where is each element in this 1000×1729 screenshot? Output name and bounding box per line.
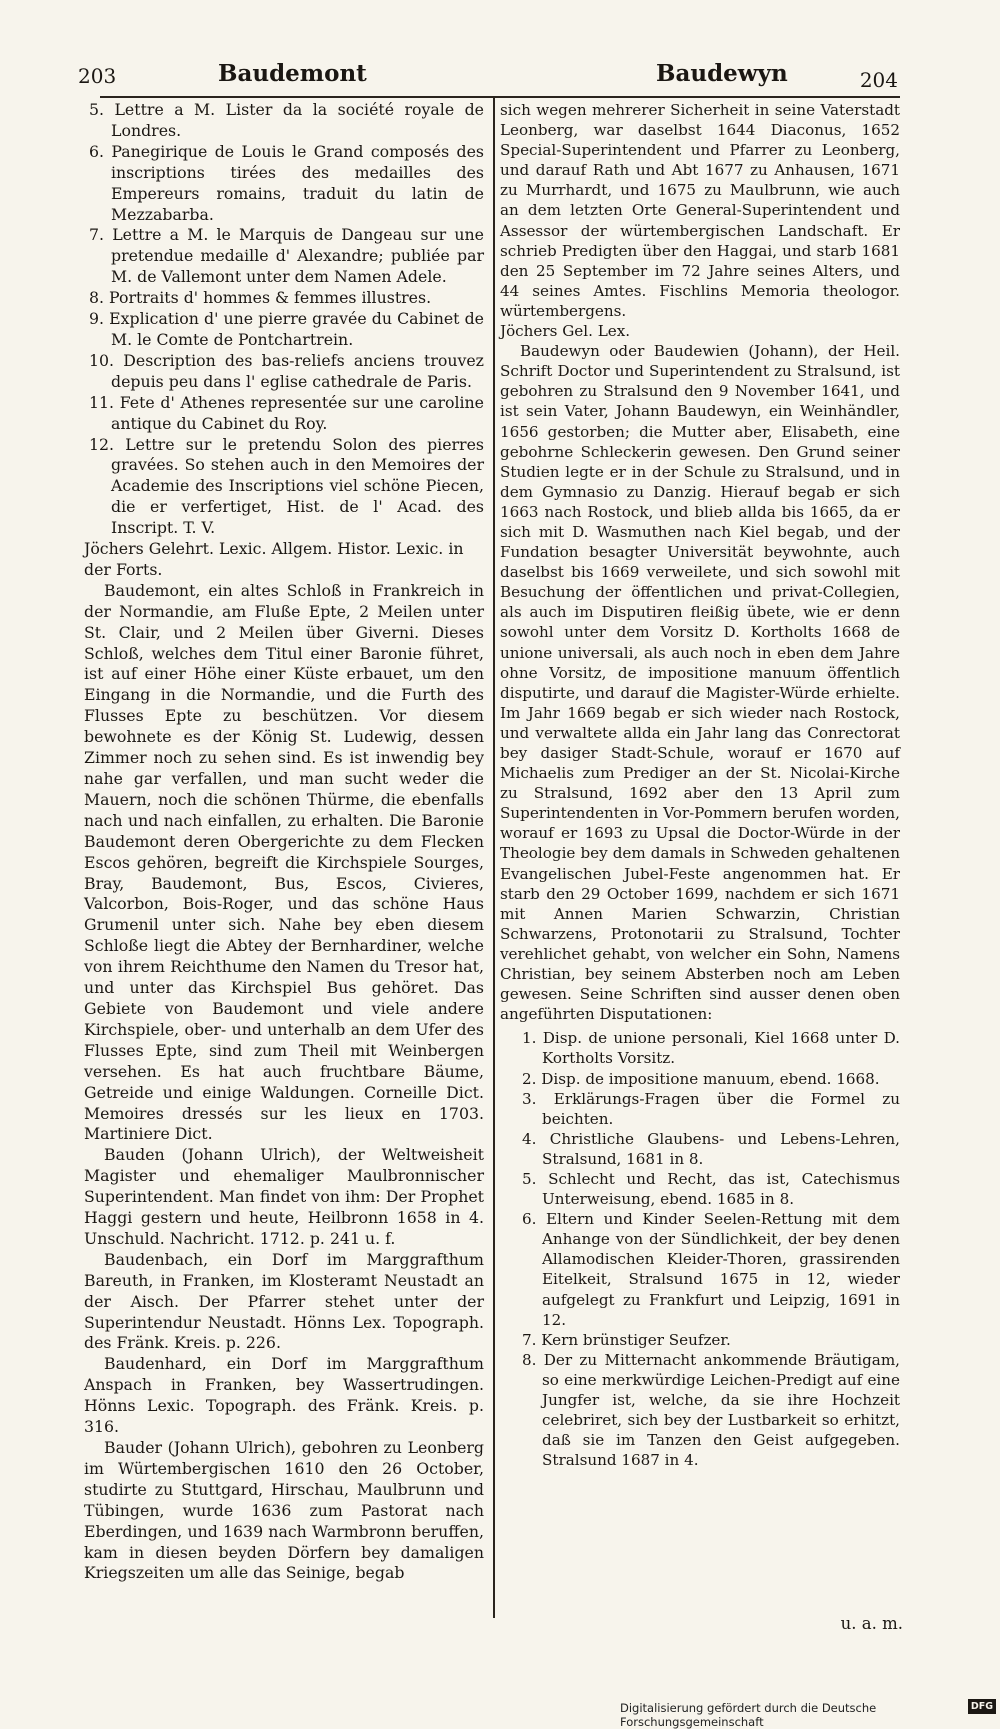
numbered-list-left: [84, 100, 484, 539]
list-item: 8. Der zu Mitternacht ankommende Bräutigam, so eine merkwürdige Leichen-Predigt auf eine Jungfer ist, welche, da sie ihre Hochzeit celebriret, sich bey der Lustbarkeit so erhitzt, daß sie im Tanzen den Geist aufgegeben. Stralsund 1687 in 4.: [522, 1350, 900, 1470]
entry-bauder: Bauder (Johann Ulrich), gebohren zu Leonberg im Würtembergischen 1610 den 26 October, studirte zu Stuttgard, Hirschau, Maulbrunn und Tübingen, wurde 1636 zum Pastorat nach Eberdingen, und 1639 nach Warmbronn beruffen, kam in diesen beyden Dörfern bey damaligen Kriegszeiten um alle das Seinige, begab: [84, 1438, 484, 1583]
list-item: 5. Lettre a M. Lister da la société royale de Londres.: [89, 100, 484, 140]
entry-bauder-continued: sich wegen mehrerer Sicherheit in seine Vaterstadt Leonberg, war daselbst 1644 Diaconus, 1652 Special-Superintendent und Pfarrer zu Leonberg, und darauf Rath und Abt 1677 zu Anhausen, 1671 zu Murrhardt, und 1675 zu Maulbrunn, wie auch an dem letzten Orte General-Superintendent und Assessor der würtembergischen Landschaft. Er schrieb Predigten über den Haggai, und starb 1681 den 25 September im 72 Jahre seines Alters, und 44 seines Amtes. Fischlins Memoria theologor. würtembergens.: [500, 101, 900, 320]
reference-line: Jöchers Gel. Lex.: [500, 322, 631, 341]
page-header: [78, 58, 898, 94]
entry-bauden: Bauden (Johann Ulrich), der Weltweisheit Magister und ehemaliger Maulbronnischer Superintendent. Man findet von ihm: Der Prophet Haggi gestern und heute, Heilbronn 1658 in 4. Unschuld. Nachricht. 1712. p. 241 u. f.: [84, 1145, 484, 1248]
closing-text: u. a. m.: [840, 1614, 903, 1633]
page-number-right: 204: [859, 68, 898, 92]
dfg-logo: DFG: [968, 1699, 996, 1714]
list-item: 2. Disp. de impositione manuum, ebend. 1668.: [522, 1069, 880, 1088]
list-item: 6. Panegirique de Louis le Grand composés des inscriptions tirées des medailles des Empereurs romains, traduit du latin de Mezzabarba.: [89, 141, 484, 224]
list-item: 12. Lettre sur le pretendu Solon des pierres gravées. So stehen auch in den Memoires der Academie des Inscriptions viel schöne Piecen, die er verfertiget, Hist. de l' Acad. des Inscript. T. V.: [89, 434, 484, 538]
running-head-left: Baudemont: [218, 60, 367, 87]
entry-baudemont: Baudemont, ein altes Schloß in Frankreich in der Normandie, am Fluße Epte, 2 Meilen unter St. Clair, und 2 Meilen über Giverni. Dieses Schloß, welches dem Titul einer Baronie führet, ist auf einer Höhe einer Küste erbauet, um den Eingang in die Normandie, und die Furth des Flusses Epte zu beschützen. Vor diesem bewohnete es der König St. Ludewig, dessen Zimmer noch zu sehen sind. Es ist inwendig bey nahe gar verfallen, und man sucht weder die Mauern, noch die schönen Thürme, die ebenfalls nach und nach einfallen, zu erhalten. Die Baronie Baudemont deren Obergerichte zu dem Flecken Escos gehören, begreift die Kirchspiele Sourges, Bray, Baudemont, Bus, Escos, Civieres, Valcorbon, Bois-Roger, und das schöne Haus Grumenil unter sich. Nahe bey eben diesem Schloße liegt die Abtey der Bernhardiner, welche von ihrem Reichthume den Namen du Tresor hat, und unter das Kirchspiel Bus gehöret. Das Gebiete von Baudemont und viele andere Kirchspiele, ober- und unterhalb an dem Ufer des Flusses Epte, sind zum Theil mit Weinbergen versehen. Es hat auch fruchtbare Bäume, Getreide und einige Waldungen. Corneille Dict. Memoires dressés sur les lieux en 1703. Martiniere Dict.: [84, 580, 484, 1144]
entry-baudenhard: Baudenhard, ein Dorf im Marggrafthum Anspach in Franken, bey Wassertrudingen. Hönns Lexic. Topograph. des Fränk. Kreis. p. 316.: [84, 1354, 484, 1437]
list-item: 11. Fete d' Athenes representée sur une caroline antique du Cabinet du Roy.: [89, 392, 484, 433]
numbered-list-right: [500, 1028, 900, 1470]
digitization-footer: [620, 1697, 1000, 1729]
page-number-left: 203: [78, 64, 117, 88]
right-column: [500, 100, 900, 1470]
list-item: 7. Lettre a M. le Marquis de Dangeau sur une pretendue medaille d' Alexandre; publiée par M. de Vallemont unter dem Namen Adele.: [89, 225, 484, 287]
funding-note: Digitalisierung gefördert durch die Deutsche Forschungsgemeinschaft: [620, 1701, 877, 1729]
entry-baudenbach: Baudenbach, ein Dorf im Marggrafthum Bareuth, in Franken, im Klosteramt Neustadt an der Aisch. Der Pfarrer stehet unter der Superintendur Neustadt. Hönns Lex. Topograph. des Fränk. Kreis. p. 226.: [84, 1249, 484, 1353]
list-item: 3. Erklärungs-Fragen über die Formel zu beichten.: [522, 1089, 900, 1128]
list-item: 5. Schlecht und Recht, das ist, Catechismus Unterweisung, ebend. 1685 in 8.: [522, 1169, 900, 1209]
column-divider: [493, 98, 495, 1618]
list-item: 6. Eltern und Kinder Seelen-Rettung mit dem Anhange von der Sündlichkeit, der bey denen Allamodischen Kleider-Thoren, grassirenden Eitelkeit, Stralsund 1675 in 12, wieder aufgelegt zu Frankfurt und Leipzig, 1691 in 12.: [522, 1210, 900, 1329]
list-item: 7. Kern brünstiger Seufzer.: [522, 1330, 731, 1349]
reference-line: Jöchers Gelehrt. Lexic. Allgem. Histor. Lexic. in der Forts.: [84, 539, 464, 579]
list-item: 1. Disp. de unione personali, Kiel 1668 unter D. Kortholts Vorsitz.: [522, 1029, 900, 1068]
left-column: [84, 100, 484, 1584]
header-rule: [100, 96, 900, 98]
list-item: 10. Description des bas-reliefs anciens trouvez depuis peu dans l' eglise cathedrale de Paris.: [89, 350, 484, 391]
list-item: 4. Christliche Glaubens- und Lebens-Lehren, Stralsund, 1681 in 8.: [522, 1129, 900, 1168]
running-head-right: Baudewyn: [656, 60, 788, 87]
list-item: 9. Explication d' une pierre gravée du Cabinet de M. le Comte de Pontchartrein.: [89, 309, 484, 349]
entry-baudewyn: Baudewyn oder Baudewien (Johann), der Heil. Schrift Doctor und Superintendent zu Stralsund, ist gebohren zu Stralsund den 9 November 1641, und ist sein Vater, Johann Baudewyn, ein Weinhändler, 1656 gestorben; die Mutter aber, Elisabeth, eine gebohrne Schleckerin gewesen. Den Grund seiner Studien legte er in der Schule zu Stralsund, und in dem Gymnasio zu Danzig. Hierauf begab er sich 1663 nach Rostock, und blieb allda bis 1665, da er sich mit D. Wasmuthen nach Kiel begab, und der Fundation besagter Universität beywohnte, auch daselbst bis 1669 verweilete, und sich sowohl mit Besuchung der öffentlichen und privat-Collegien, als auch im Disputiren fleißig übete, wie er denn sowohl unter dem Vorsitz D. Kortholts 1668 de unione universali, als auch noch in eben dem Jahre ohne Vorsitz, de impositione manuum öffentlich disputirte, und darauf die Magister-Würde erhielte. Im Jahr 1669 begab er sich wieder nach Rostock, und verwaltete allda ein Jahr lang das Conrectorat bey dasiger Stadt-Schule, worauf er 1670 auf Michaelis zum Prediger an der St. Nicolai-Kirche zu Stralsund, 1692 aber den 13 April zum Superintendenten in Vor-Pommern berufen worden, worauf er 1693 zu Upsal die Doctor-Würde in der Theologie bey dem damals in Schweden gehaltenen Evangelischen Jubel-Feste angenommen hat. Er starb den 29 October 1699, nachdem er sich 1671 mit Annen Marien Schwarzin, Christian Schwarzens, Protonotarii zu Stralsund, Tochter verehlichet gehabt, von welcher ein Sohn, Namens Christian, bey seinem Absterben noch am Leben gewesen. Seine Schriften sind ausser denen oben angeführten Disputationen:: [500, 342, 900, 1024]
list-item: 8. Portraits d' hommes & femmes illustres.: [89, 288, 432, 308]
